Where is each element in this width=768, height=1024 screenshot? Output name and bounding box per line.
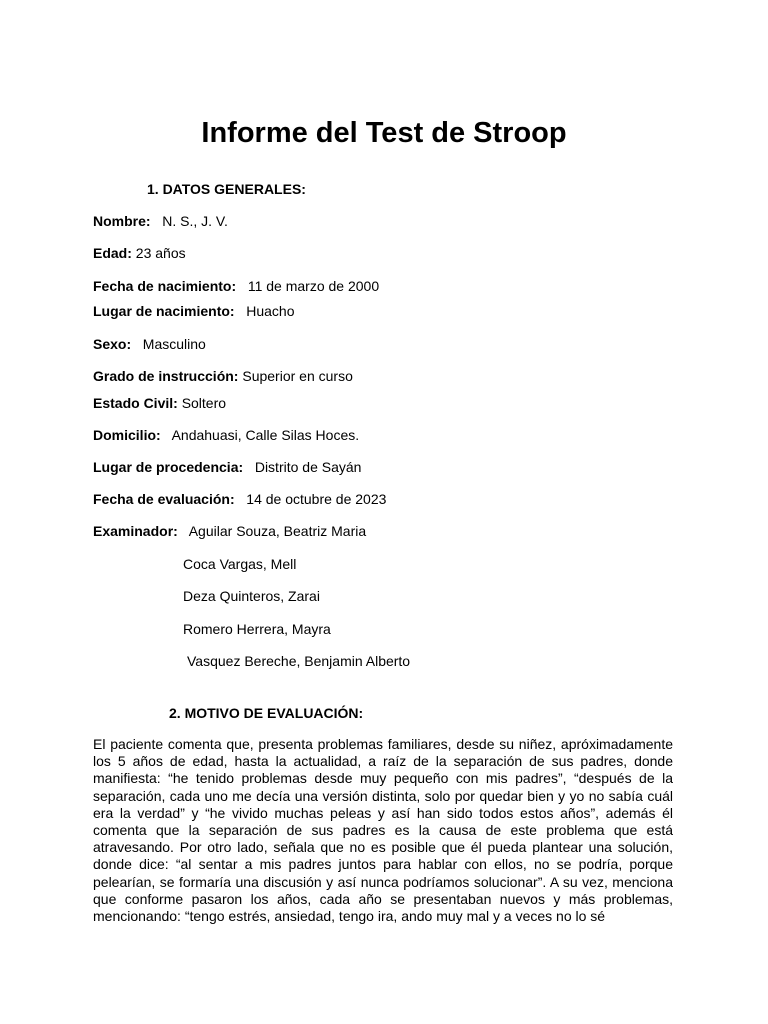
field-nombre: [93, 212, 228, 230]
field-value: Masculino: [142, 336, 206, 352]
field-label: Lugar de nacimiento:: [93, 303, 235, 319]
field-label: Grado de instrucción:: [93, 368, 239, 384]
examiner-name: Vasquez Bereche, Benjamin Alberto: [187, 653, 411, 669]
examiner-name: Romero Herrera, Mayra: [183, 621, 331, 637]
section-heading-datos-generales: 1. DATOS GENERALES:: [147, 181, 306, 197]
field-value: 23 años: [135, 245, 186, 261]
field-label: Examinador:: [93, 523, 178, 539]
field-value: Distrito de Sayán: [254, 459, 362, 475]
field-label: Fecha de evaluación:: [93, 491, 235, 507]
field-label: Fecha de nacimiento:: [93, 278, 237, 294]
field-lugar-nacimiento: [93, 302, 295, 320]
field-grado-instruccion: [93, 367, 353, 385]
field-lugar-procedencia: [93, 458, 361, 476]
examiner-name: Deza Quinteros, Zarai: [183, 588, 320, 604]
field-value: Soltero: [181, 395, 227, 411]
field-estado-civil: [93, 394, 226, 412]
field-fecha-evaluacion: [93, 490, 386, 508]
section-heading-motivo-evaluacion: 2. MOTIVO DE EVALUACIÓN:: [169, 705, 364, 721]
section-paragraph-motivo: El paciente comenta que, presenta problemas familiares, desde su niñez, apróximadamente los 5 años de edad, hasta la actualidad, a raíz de la separación de sus padres, donde manifiesta: “he tenido problemas desde muy pequeño con mis padres”, “después de la separación, cada uno me decía una versión distinta, solo por quedar bien y yo no sabía cuál era la verdad” y “he vivido muchas peleas y así han sido todos estos años”, además él comenta que la separación de sus padres es la causa de este problema que está atravesando. Por otro lado, señala que no es posible que él pueda plantear una solución, donde dice: “al sentar a mis padres juntos para hablar con ellos, no se podría, porque pelearían, se formaría una discusión y así nunca podríamos solucionar”. A su vez, menciona que conforme pasaron los años, cada año se presentaban nuevos y más problemas, mencionando: “tengo estrés, ansiedad, tengo ira, ando muy mal y a veces no lo sé: [93, 736, 673, 925]
field-label: Estado Civil:: [93, 395, 178, 411]
field-sexo: [93, 335, 206, 353]
field-value: Huacho: [246, 303, 295, 319]
field-label: Sexo:: [93, 336, 132, 352]
document-title: Informe del Test de Stroop: [201, 117, 567, 149]
field-value: Aguilar Souza, Beatriz Maria: [188, 523, 367, 539]
field-value: 11 de marzo de 2000: [247, 278, 380, 294]
field-edad: [93, 244, 186, 262]
field-value: Andahuasi, Calle Silas Hoces.: [171, 427, 360, 443]
field-label: Domicilio:: [93, 427, 161, 443]
field-value: 14 de octubre de 2023: [246, 491, 387, 507]
field-label: Edad:: [93, 245, 132, 261]
field-examinador: [93, 522, 366, 540]
field-value: Superior en curso: [242, 368, 353, 384]
field-value: N. S., J. V.: [162, 213, 228, 229]
field-label: Nombre:: [93, 213, 151, 229]
field-domicilio: [93, 426, 359, 444]
field-fecha-nacimiento: [93, 277, 379, 295]
examiner-name: Coca Vargas, Mell: [183, 556, 297, 572]
field-label: Lugar de procedencia:: [93, 459, 244, 475]
